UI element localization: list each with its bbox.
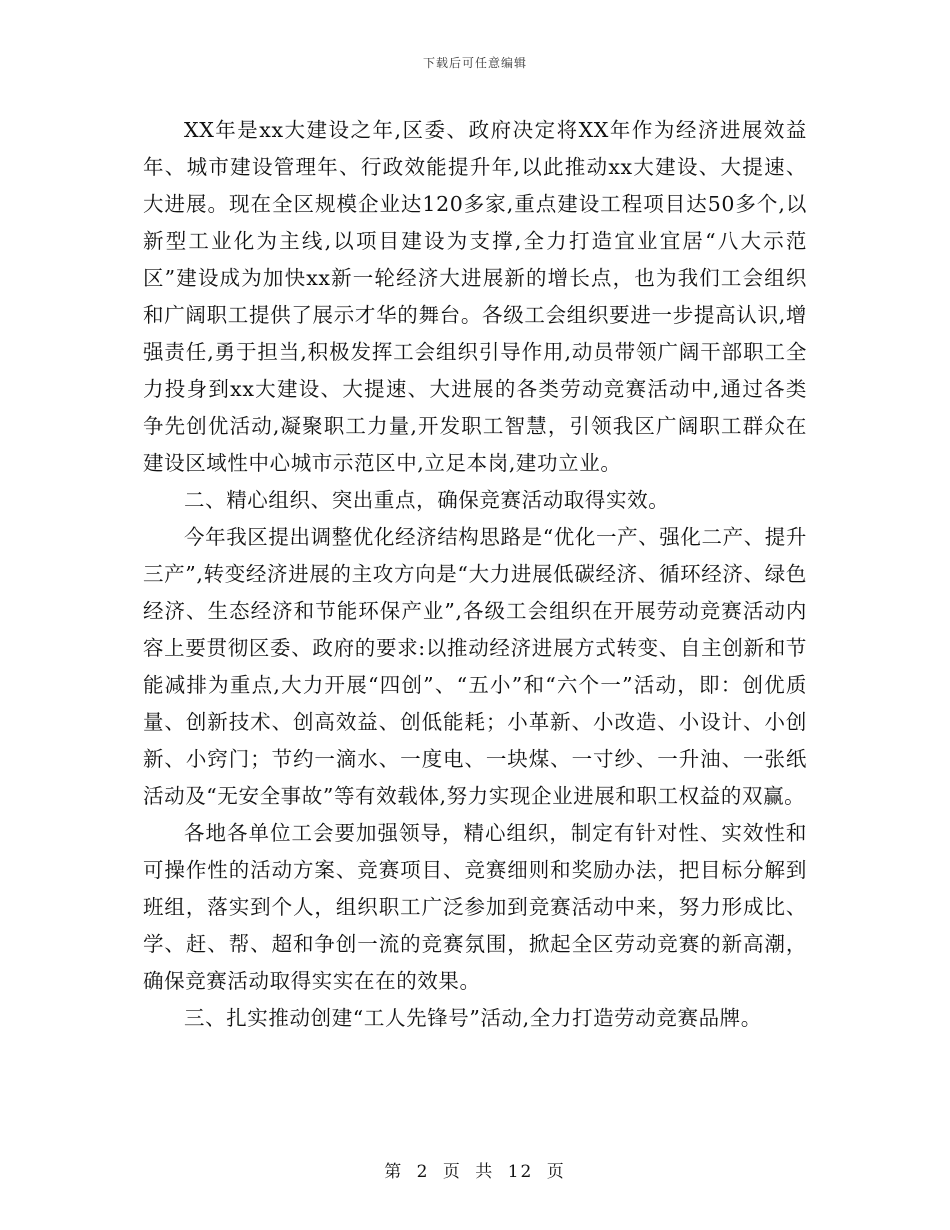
page-number-footer: 第 2 页 共 12 页 <box>384 1162 566 1182</box>
body-text <box>143 112 807 1037</box>
paragraph-economic-structure: 今年我区提出调整优化经济结构思路是“优化一产、强化二产、提升三产”,转变经济进展的主攻方向是“大力进展低碳经济、循环经济、绿色经济、生态经济和节能环保产业”,各级工会组织在开展劳动竞赛活动内容上要贯彻区委、政府的要求:以推动经济进展方式转变、自主创新和节能减排为重点,大力开展“四创”、“五小”和“六个一”活动，即：创优质量、创新技术、创高效益、创低能耗；小革新、小改造、小设计、小创新、小窍门；节约一滴水、一度电、一块煤、一寸纱、一升油、一张纸活动及“无安全事故”等有效载体,努力实现企业进展和职工权益的双赢。 <box>143 525 807 808</box>
header-note: 下载后可任意编辑 <box>422 56 527 70</box>
paragraph-intro: XX年是xx大建设之年,区委、政府决定将XX年作为经济进展效益年、城市建设管理年、行政效能提升年,以此推动xx大建设、大提速、大进展。现在全区规模企业达120多家,重点建设工程项目达50多个,以新型工业化为主线,以项目建设为支撑,全力打造宜业宜居“八大示范区”建设成为加快xx新一轮经济大进展新的增长点，也为我们工会组织和广阔职工提供了展示才华的舞台。各级工会组织要进一步提高认识,增强责任,勇于担当,积极发挥工会组织引导作用,动员带领广阔干部职工全力投身到xx大建设、大提速、大进展的各类劳动竞赛活动中,通过各类争先创优活动,凝聚职工力量,开发职工智慧，引领我区广阔职工群众在建设区域性中心城市示范区中,立足本岗,建功立业。 <box>143 118 807 475</box>
section-heading-2: 二、精心组织、突出重点，确保竞赛活动取得实效。 <box>184 488 670 512</box>
paragraph-leadership: 各地各单位工会要加强领导，精心组织，制定有针对性、实效性和可操作性的活动方案、竞赛项目、竞赛细则和奖励办法，把目标分解到班组，落实到个人，组织职工广泛参加到竞赛活动中来，努力形成比、学、赶、帮、超和争创一流的竞赛氛围，掀起全区劳动竞赛的新高潮，确保竞赛活动取得实实在在的效果。 <box>143 821 807 993</box>
section-heading-3: 三、扎实推动创建“工人先锋号”活动,全力打造劳动竞赛品牌。 <box>184 1006 762 1030</box>
